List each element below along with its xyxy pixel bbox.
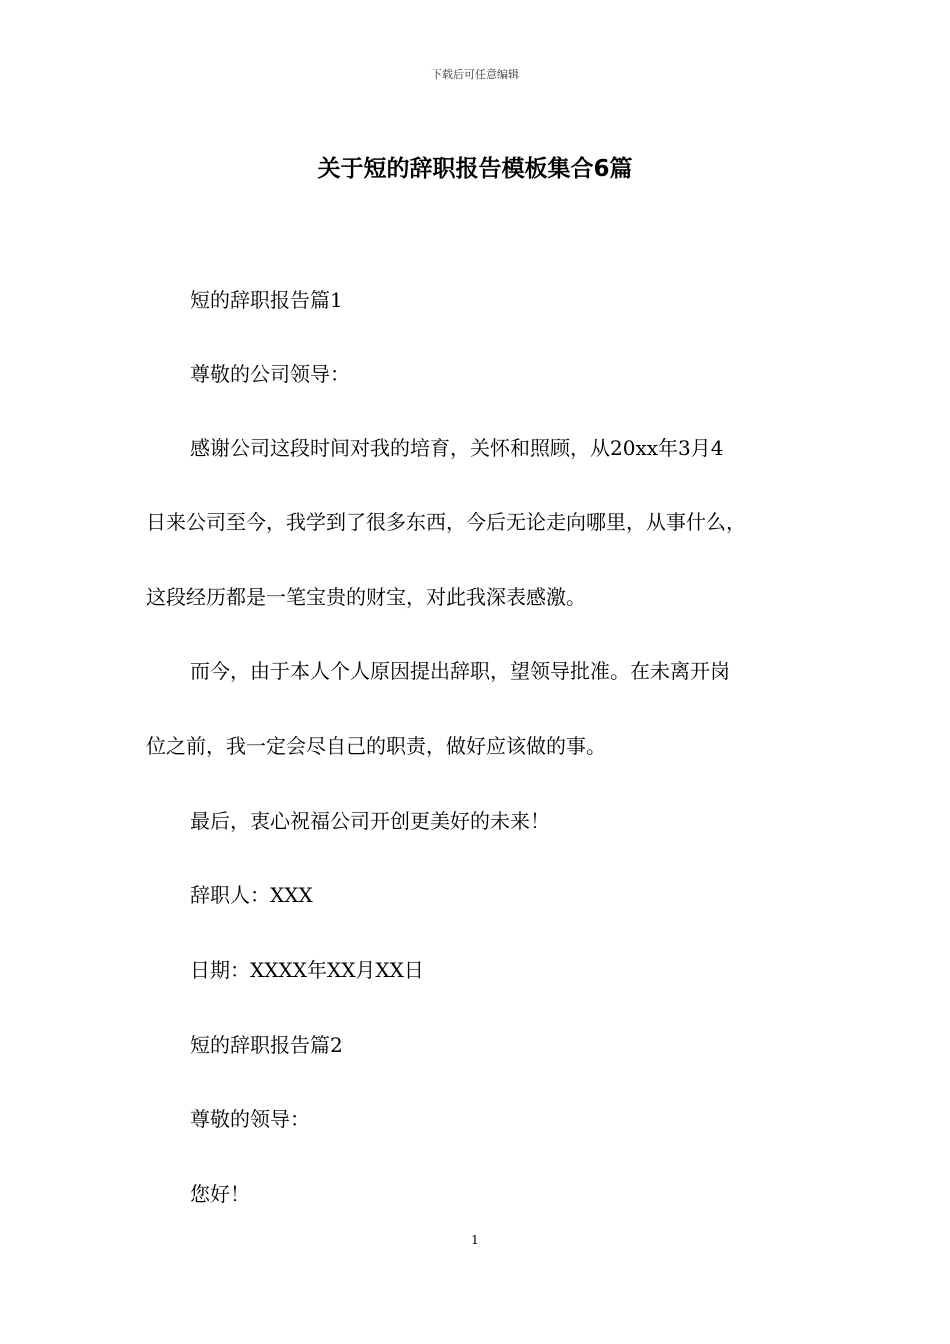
paragraph-1-line-1: 感谢公司这段时间对我的培育，关怀和照顾，从20xx年3月4 — [190, 436, 724, 460]
salutation-1: 尊敬的公司领导： — [190, 362, 350, 386]
section-heading-1: 短的辞职报告篇1 — [190, 288, 343, 312]
paragraph-2-line-2: 位之前，我一定会尽自己的职责，做好应该做的事。 — [146, 734, 606, 758]
paragraph-1-line-2: 日来公司至今，我学到了很多东西，今后无论走向哪里，从事什么， — [146, 510, 746, 534]
greeting: 您好！ — [190, 1182, 250, 1206]
page-header-note: 下载后可任意编辑 — [431, 68, 519, 81]
date-line: 日期：XXXX年XX月XX日 — [190, 958, 424, 982]
section-heading-2: 短的辞职报告篇2 — [190, 1033, 343, 1057]
page-number: 1 — [471, 1233, 479, 1247]
signature-line: 辞职人：XXX — [190, 883, 313, 907]
closing-wish: 最后，衷心祝福公司开创更美好的未来！ — [190, 809, 550, 833]
salutation-2: 尊敬的领导： — [190, 1107, 310, 1131]
paragraph-2-line-1: 而今，由于本人个人原因提出辞职，望领导批准。在未离开岗 — [190, 659, 730, 683]
document-title: 关于短的辞职报告模板集合6篇 — [317, 156, 633, 182]
paragraph-1-line-3: 这段经历都是一笔宝贵的财宝，对此我深表感激。 — [146, 585, 586, 609]
